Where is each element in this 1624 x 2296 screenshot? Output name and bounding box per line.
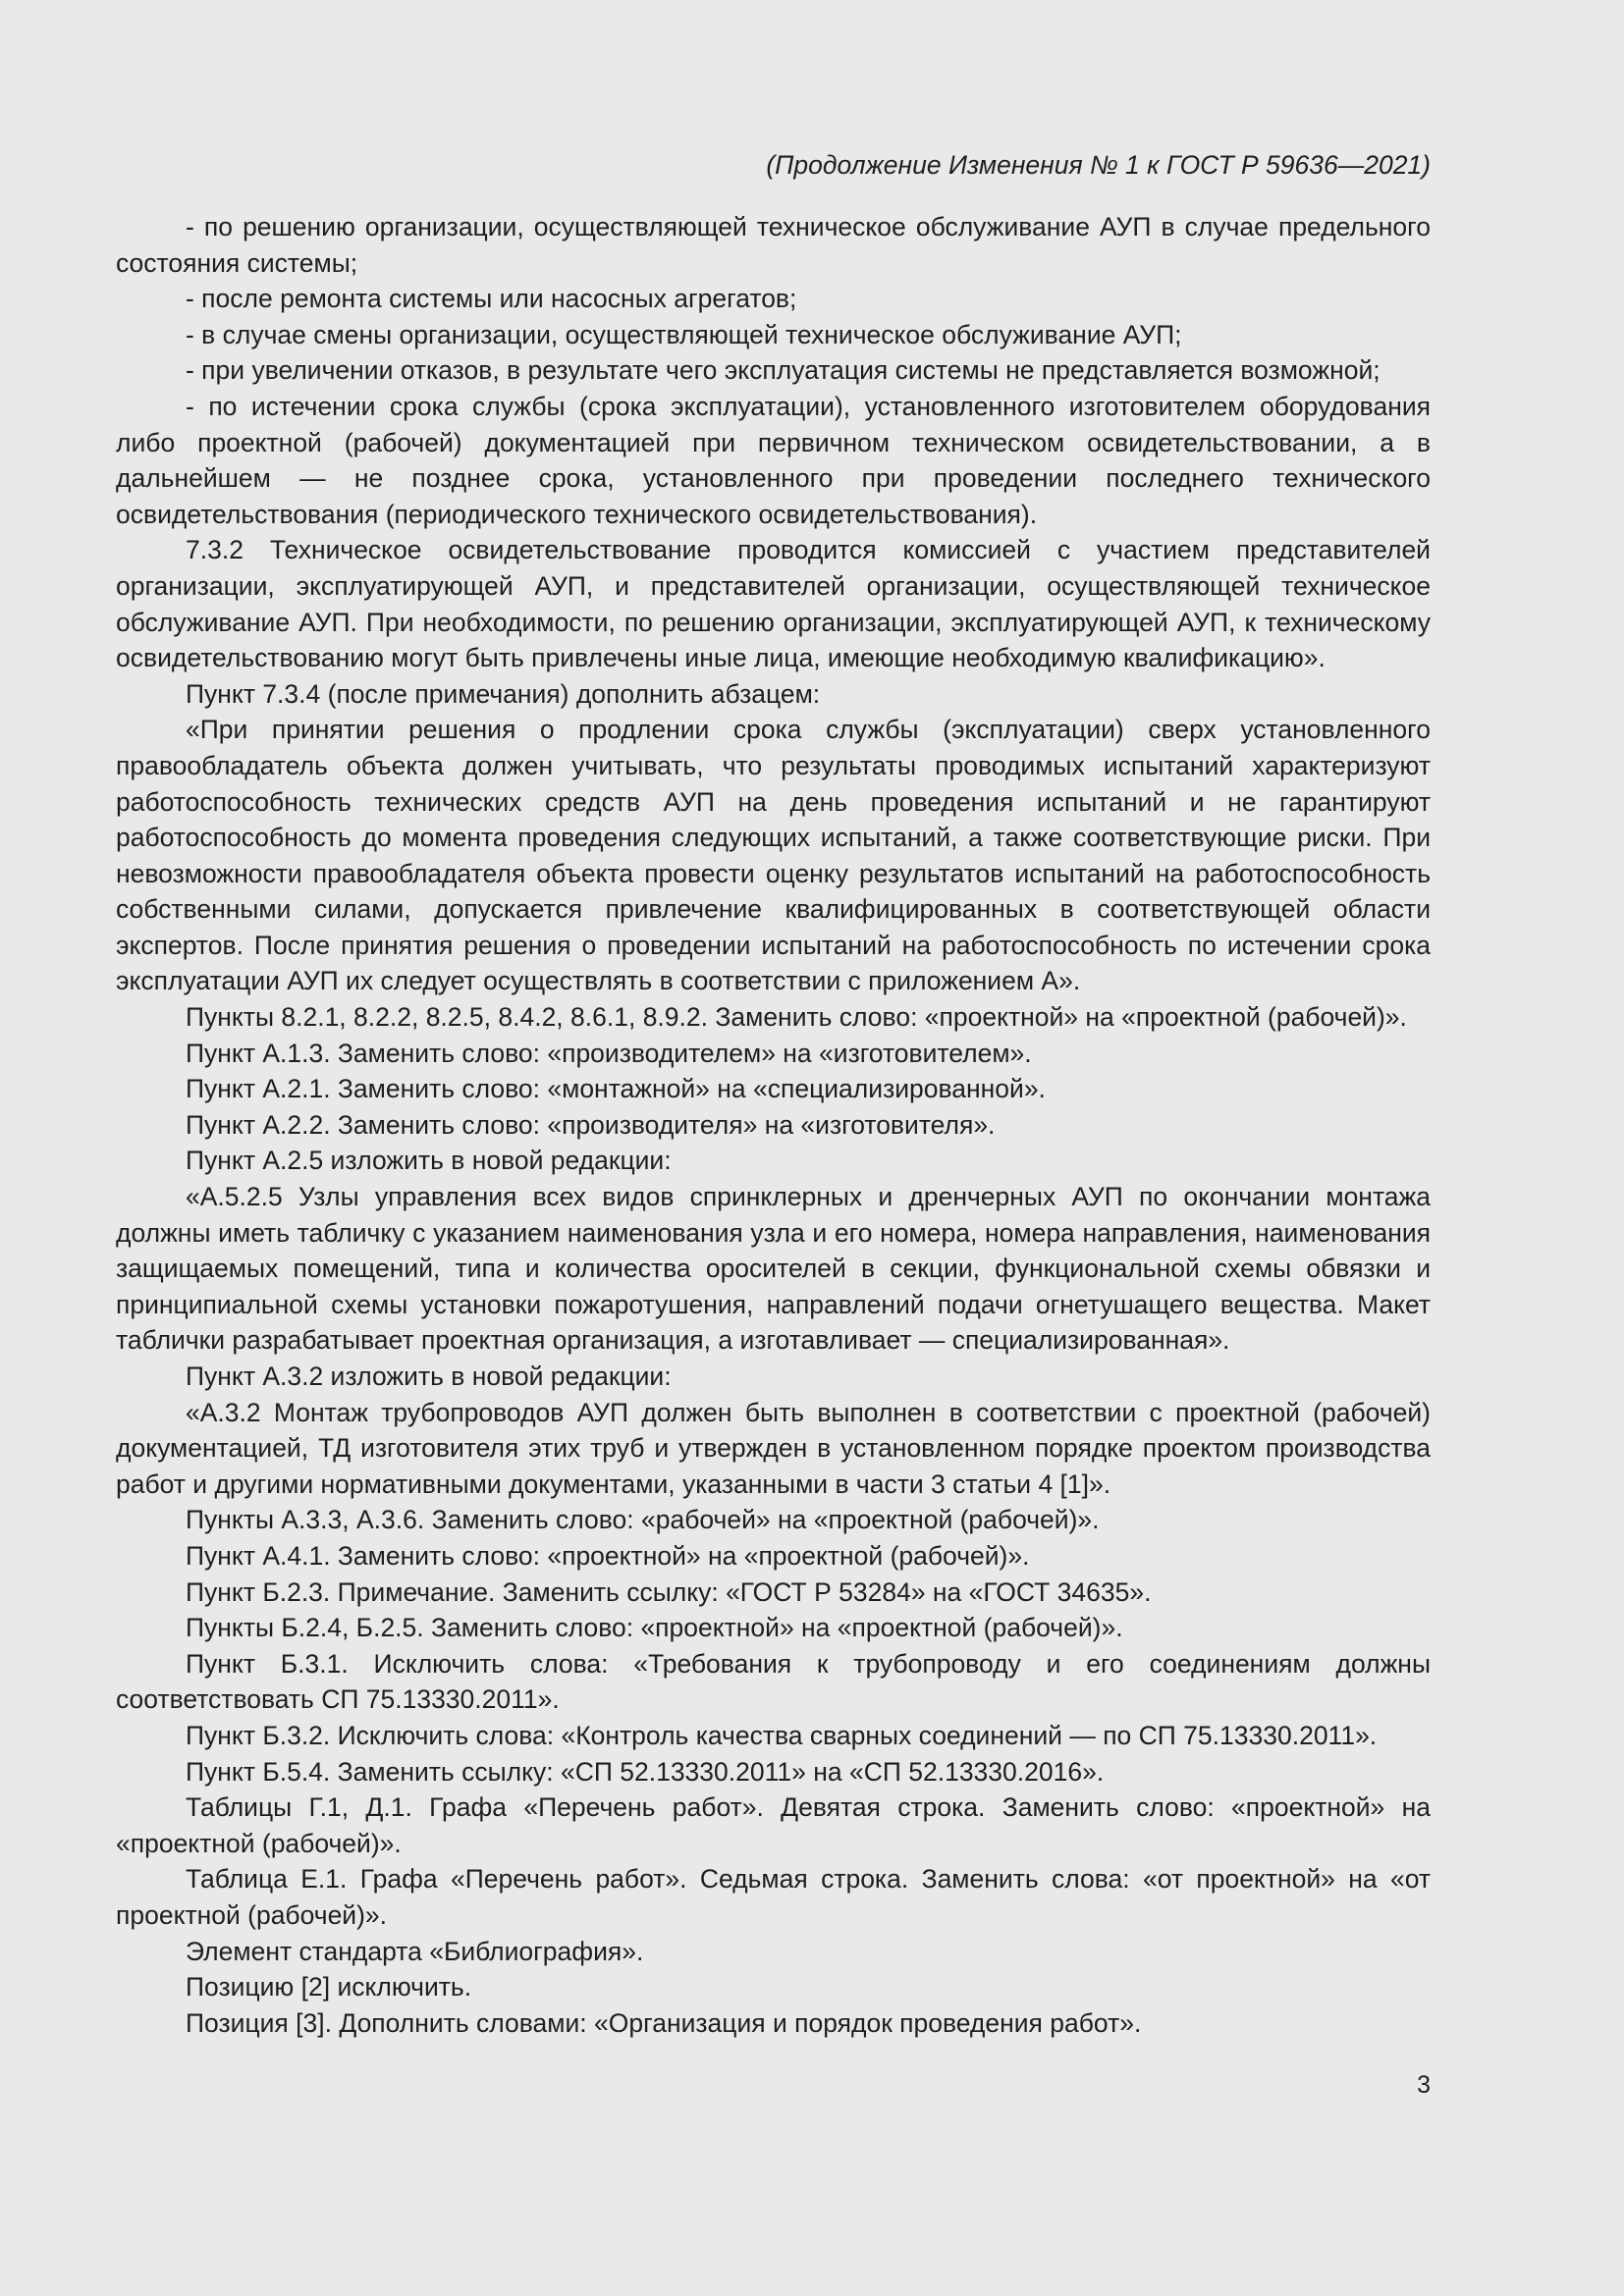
paragraph: - по решению организации, осуществляющей техническое обслуживание АУП в случае предельного состояния системы; [116, 212, 1431, 278]
paragraph: Пункты Б.2.4, Б.2.5. Заменить слово: «проектной» на «проектной (рабочей)». [186, 1613, 1123, 1643]
page-number: 3 [1417, 2071, 1431, 2099]
paragraph: Пункт Б.3.2. Исключить слова: «Контроль качества сварных соединений — по СП 75.13330.2011». [186, 1720, 1378, 1750]
paragraph: Позицию [2] исключить. [186, 1972, 472, 2002]
paragraph: Таблицы Г.1, Д.1. Графа «Перечень работ». Девятая строка. Заменить слово: «проектной» на «проектной (рабочей)». [116, 1792, 1431, 1858]
paragraph: Пункт А.3.2 изложить в новой редакции: [186, 1362, 672, 1391]
paragraph: Пункт Б.2.3. Примечание. Заменить ссылку: «ГОСТ Р 53284» на «ГОСТ 34635». [186, 1576, 1152, 1607]
paragraph: «При принятии решения о продлении срока службы (эксплуатации) сверх установленного правообладатель объекта должен учитывать, что результаты проводимых испытаний характеризуют работоспособность технических средств АУП на день проведения испытаний и не гарантируют работоспособность до момента проведения следующих испытаний, а также соответствующие риски. При невозможности правообладателя объекта провести оценку результатов испытаний на работоспособность собственными силами, допускается привлечение квалифицированных в соответствующей области экспертов. После принятия решения о проведении испытаний на работоспособность по истечении срока эксплуатации АУП их следует осуществлять в соответствии с приложением А». [116, 715, 1431, 996]
paragraph: Пункт Б.5.4. Заменить ссылку: «СП 52.13330.2011» на «СП 52.13330.2016». [186, 1756, 1105, 1787]
paragraph: Пункты 8.2.1, 8.2.2, 8.2.5, 8.4.2, 8.6.1, 8.9.2. Заменить слово: «проектной» на «проектной (рабочей)». [186, 1002, 1407, 1033]
document-body [116, 209, 1431, 2041]
paragraph: - по истечении срока службы (срока эксплуатации), установленного изготовителем оборудования либо проектной (рабочей) документацией при первичном техническом освидетельствовании, а в дальнейшем — не позднее срока, установленного при проведении последнего технического освидетельствования (периодического технического освидетельствования). [116, 391, 1431, 529]
paragraph: Пункт А.2.2. Заменить слово: «производителя» на «изготовителя». [186, 1109, 996, 1140]
paragraph: - после ремонта системы или насосных агрегатов; [186, 284, 797, 314]
paragraph: Пункт 7.3.4 (после примечания) дополнить абзацем: [186, 678, 821, 709]
page-header: (Продолжение Изменения № 1 к ГОСТ Р 59636—2021) [766, 150, 1431, 180]
paragraph: - при увеличении отказов, в результате чего эксплуатация системы не представляется возможной; [186, 355, 1380, 386]
paragraph: - в случае смены организации, осуществляющей техническое обслуживание АУП; [186, 319, 1182, 349]
paragraph: «А.3.2 Монтаж трубопроводов АУП должен быть выполнен в соответствии с проектной (рабочей) документацией, ТД изготовителя этих труб и утвержден в установленном порядке проектом производства работ и другими нормативными документами, указанными в части 3 статьи 4 [1]». [116, 1397, 1431, 1499]
paragraph: 7.3.2 Техническое освидетельствование проводится комиссией с участием представителей организации, эксплуатирующей АУП, и представителей организации, осуществляющей техническое обслуживание АУП. При необходимости, по решению организации, эксплуатирующей АУП, к техническому освидетельствованию могут быть привлечены иные лица, имеющие необходимую квалификацию». [116, 535, 1431, 673]
paragraph: Пункт А.2.1. Заменить слово: «монтажной» на «специализированной». [186, 1074, 1046, 1104]
paragraph: Позиция [3]. Дополнить словами: «Организация и порядок проведения работ». [186, 2007, 1142, 2038]
paragraph: Пункт А.1.3. Заменить слово: «производителем» на «изготовителем». [186, 1038, 1032, 1068]
paragraph: «А.5.2.5 Узлы управления всех видов спринклерных и дренчерных АУП по окончании монтажа должны иметь табличку с указанием наименования узла и его номера, номера направления, наименования защищаемых помещений, типа и количества оросителей в секции, функциональной схемы обвязки и принципиальной схемы установки пожаротушения, направлений подачи огнетушащего вещества. Макет таблички разрабатывает проектная организация, а изготавливает — специализированная». [116, 1182, 1431, 1356]
paragraph: Пункт А.4.1. Заменить слово: «проектной» на «проектной (рабочей)». [186, 1540, 1030, 1571]
paragraph: Пункт А.2.5 изложить в новой редакции: [186, 1146, 672, 1176]
paragraph: Таблица Е.1. Графа «Перечень работ». Седьмая строка. Заменить слова: «от проектной» на «от проектной (рабочей)». [116, 1864, 1431, 1930]
paragraph: Пункт Б.3.1. Исключить слова: «Требования к трубопроводу и его соединениям должны соответствовать СП 75.13330.2011». [116, 1648, 1431, 1715]
paragraph: Пункты А.3.3, А.3.6. Заменить слово: «рабочей» на «проектной (рабочей)». [186, 1505, 1100, 1535]
paragraph: Элемент стандарта «Библиография». [186, 1936, 644, 1966]
